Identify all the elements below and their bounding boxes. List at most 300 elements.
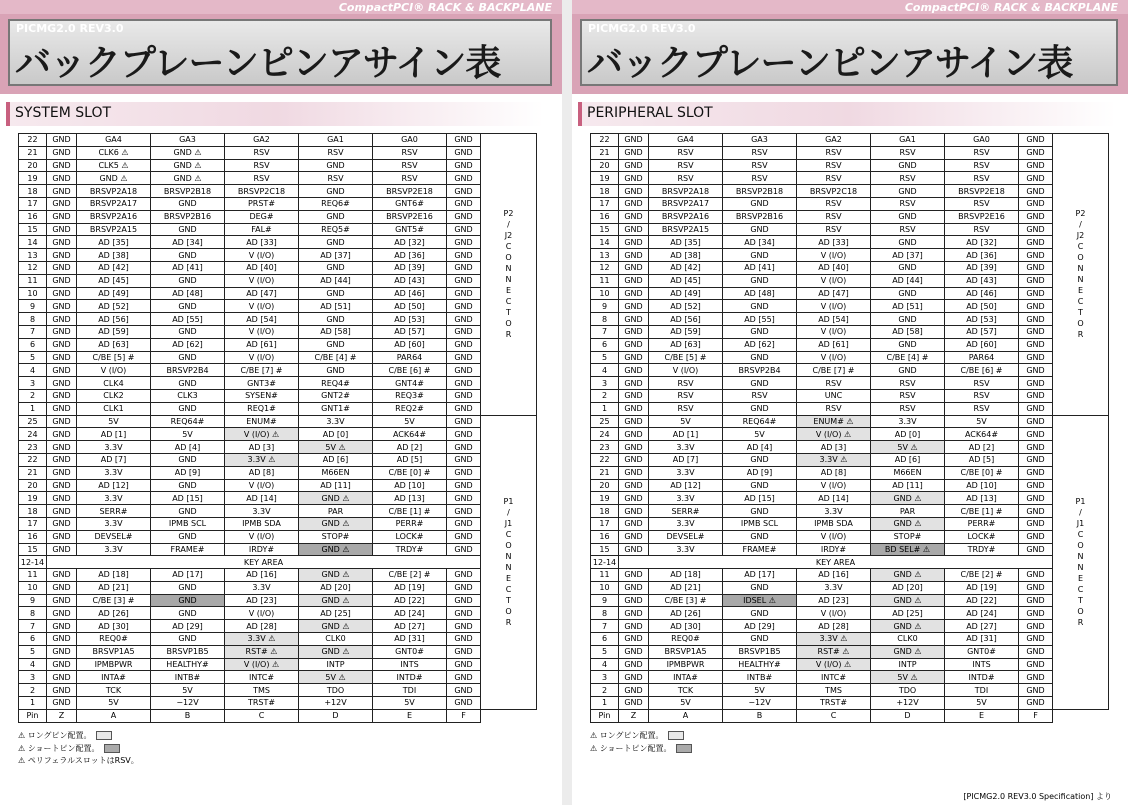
signal-cell-c: V (I/O) [225,607,299,620]
signal-cell-c: IPMB SDA [225,517,299,530]
signal-cell-c: TMS [797,684,871,697]
pin-number-cell: 18 [591,505,619,518]
signal-cell-b: AD [9] [151,466,225,479]
signal-cell-d: AD [11] [299,479,373,492]
signal-cell-z: GND [47,645,77,658]
pin-number-cell: 22 [19,453,47,466]
signal-cell-e: C/BE [1] # [373,505,447,518]
signal-cell-f: GND [447,172,481,185]
pin-number-cell: 5 [591,351,619,364]
signal-cell-b: AD [41] [151,261,225,274]
signal-cell-f: GND [1019,453,1053,466]
pin-number-cell: 6 [19,338,47,351]
pin-number-cell: 4 [591,658,619,671]
signal-cell-c: V (I/O) [225,249,299,262]
signal-cell-c: AD [40] [797,261,871,274]
signal-cell-a: SERR# [649,505,723,518]
signal-cell-e: AD [43] [945,274,1019,287]
signal-cell-f: GND [447,249,481,262]
pin-row [591,197,1109,210]
signal-cell-e: RSV [373,159,447,172]
signal-cell-z: GND [47,543,77,556]
signal-cell-d: AD [58] [299,325,373,338]
signal-cell-a: V (I/O) [77,364,151,377]
signal-cell-a: BRSVP2A16 [649,210,723,223]
signal-cell-d: RSV [871,389,945,402]
signal-cell-b: AD [48] [151,287,225,300]
signal-cell-d: GND [299,338,373,351]
signal-cell-f: GND [447,134,481,147]
legend [18,730,139,768]
signal-cell-z: GND [619,300,649,313]
signal-cell-c: V (I/O) ⚠ [225,658,299,671]
signal-cell-d: GND ⚠ [299,543,373,556]
signal-cell-z: GND [619,428,649,441]
signal-cell-f: GND [447,645,481,658]
signal-cell-f: GND [447,287,481,300]
column-header-d: D [871,709,945,722]
signal-cell-f: GND [447,671,481,684]
signal-cell-z: GND [619,453,649,466]
signal-cell-a: REQ0# [77,633,151,646]
signal-cell-z: GND [619,594,649,607]
signal-cell-f: GND [1019,249,1053,262]
signal-cell-a: AD [45] [649,274,723,287]
signal-cell-b: GND [151,402,225,415]
section-title: SYSTEM SLOT [15,105,112,121]
signal-cell-f: GND [447,300,481,313]
signal-cell-d: GND [299,210,373,223]
signal-cell-z: GND [47,453,77,466]
signal-cell-d: PAR [299,505,373,518]
signal-cell-b: GND [151,325,225,338]
signal-cell-e: AD [19] [945,581,1019,594]
signal-cell-a: AD [12] [649,479,723,492]
pin-row [591,569,1109,582]
pin-row [591,543,1109,556]
pin-row [19,389,537,402]
pin-number-cell: 6 [591,338,619,351]
pin-row [19,415,537,428]
signal-cell-b: IPMB SCL [151,517,225,530]
signal-cell-d: GND ⚠ [871,620,945,633]
signal-cell-b: BRSVP2B16 [723,210,797,223]
signal-cell-f: GND [1019,492,1053,505]
signal-cell-a: C/BE [5] # [77,351,151,364]
signal-cell-z: GND [619,236,649,249]
pin-number-cell: 25 [19,415,47,428]
pin-row [19,658,537,671]
signal-cell-b: RSV [723,159,797,172]
signal-cell-z: GND [47,671,77,684]
pin-row [591,697,1109,710]
signal-cell-d: AD [20] [871,581,945,594]
signal-cell-b: GND ⚠ [151,159,225,172]
signal-cell-b: AD [29] [723,620,797,633]
signal-cell-d: GND [299,236,373,249]
signal-cell-a: AD [45] [77,274,151,287]
signal-cell-b: AD [4] [723,441,797,454]
signal-cell-b: GND [151,453,225,466]
pin-row [591,300,1109,313]
signal-cell-c: RSV [225,146,299,159]
pin-row [19,364,537,377]
signal-cell-c: AD [54] [225,313,299,326]
connector-blank [1053,709,1109,722]
pin-number-cell: 20 [19,159,47,172]
pin-number-cell: 3 [19,377,47,390]
signal-cell-d: +12V [299,697,373,710]
signal-cell-e: TRDY# [373,543,447,556]
pin-number-cell: 13 [591,249,619,262]
pin-row [19,377,537,390]
signal-cell-a: SERR# [77,505,151,518]
signal-cell-z: GND [619,658,649,671]
page-title: バックプレーンピンアサイン表 [15,43,501,84]
column-header-e: E [373,709,447,722]
signal-cell-d: REQ6# [299,197,373,210]
signal-cell-b: RSV [723,146,797,159]
signal-cell-c: RSV [797,172,871,185]
signal-cell-f: GND [1019,517,1053,530]
signal-cell-d: AD [0] [871,428,945,441]
signal-cell-z: GND [47,505,77,518]
page-gutter [562,0,572,805]
signal-cell-f: GND [447,658,481,671]
signal-cell-b: 5V [151,684,225,697]
pin-number-cell: 1 [19,697,47,710]
signal-cell-z: GND [619,146,649,159]
signal-cell-d: AD [58] [871,325,945,338]
signal-cell-z: GND [47,620,77,633]
signal-cell-e: AD [32] [373,236,447,249]
signal-cell-a: AD [52] [649,300,723,313]
pin-number-cell: 22 [591,134,619,147]
pin-row [591,146,1109,159]
signal-cell-c: TRST# [225,697,299,710]
pin-number-cell: 17 [19,517,47,530]
pin-number-cell: 11 [19,274,47,287]
signal-cell-f: GND [447,223,481,236]
signal-cell-a: 3.3V [77,441,151,454]
pin-assignment-table [18,133,537,723]
signal-cell-b: CLK3 [151,389,225,402]
signal-cell-c: AD [16] [225,569,299,582]
signal-cell-c: RSV [797,159,871,172]
signal-cell-f: GND [1019,441,1053,454]
signal-cell-d: GND ⚠ [299,517,373,530]
pin-number-cell: 21 [19,466,47,479]
signal-cell-d: AD [37] [299,249,373,262]
signal-cell-z: GND [619,697,649,710]
signal-cell-b: FRAME# [723,543,797,556]
signal-cell-a: BRSVP1A5 [77,645,151,658]
column-header-pin: Pin [591,709,619,722]
signal-cell-d: 3.3V [299,415,373,428]
signal-cell-b: BRSVP2B16 [151,210,225,223]
key-area-row [19,556,537,569]
pin-number-cell: 7 [19,325,47,338]
long-pin-swatch [668,731,684,740]
signal-cell-d: GND [871,236,945,249]
signal-cell-c: AD [3] [797,441,871,454]
pin-number-cell: 2 [19,684,47,697]
signal-cell-e: AD [19] [373,581,447,594]
signal-cell-f: GND [1019,313,1053,326]
signal-cell-b: IDSEL ⚠ [723,594,797,607]
signal-cell-c: V (I/O) [797,479,871,492]
signal-cell-e: RSV [945,389,1019,402]
signal-cell-f: GND [1019,505,1053,518]
signal-cell-b: AD [9] [723,466,797,479]
pin-number-cell: 12 [591,261,619,274]
pin-number-cell: 9 [591,300,619,313]
signal-cell-c: TRST# [797,697,871,710]
signal-cell-c: AD [16] [797,569,871,582]
pin-number-cell: 10 [19,581,47,594]
signal-cell-d: GA1 [299,134,373,147]
signal-cell-e: AD [24] [945,607,1019,620]
signal-cell-b: GND [723,223,797,236]
signal-cell-b: GND [723,581,797,594]
signal-cell-d: GND ⚠ [871,517,945,530]
signal-cell-b: HEALTHY# [723,658,797,671]
signal-cell-b: AD [55] [151,313,225,326]
signal-cell-z: GND [619,505,649,518]
signal-cell-a: 3.3V [649,517,723,530]
signal-cell-f: GND [447,594,481,607]
pin-row [591,236,1109,249]
signal-cell-a: RSV [649,159,723,172]
signal-cell-z: GND [619,313,649,326]
pin-number-cell: 6 [591,633,619,646]
signal-cell-b: GND [151,594,225,607]
pin-number-cell: 1 [591,697,619,710]
pin-row [591,633,1109,646]
signal-cell-a: AD [1] [77,428,151,441]
signal-cell-d: M66EN [871,466,945,479]
signal-cell-c: V (I/O) [797,607,871,620]
signal-cell-z: GND [619,492,649,505]
signal-cell-d: GA1 [871,134,945,147]
title-box [580,19,1118,86]
legend-peripheral-note: ⚠ ペリフェラルスロットはRSV。 [18,756,139,765]
signal-cell-d: +12V [871,697,945,710]
signal-cell-c: UNC [797,389,871,402]
signal-cell-a: GA4 [649,134,723,147]
signal-cell-f: GND [1019,428,1053,441]
signal-cell-c: GNT3# [225,377,299,390]
pin-number-cell: 1 [19,402,47,415]
signal-cell-c: INTC# [225,671,299,684]
pin-row [19,300,537,313]
signal-cell-f: GND [447,543,481,556]
signal-cell-z: GND [47,402,77,415]
signal-cell-c: 3.3V ⚠ [797,633,871,646]
signal-cell-a: 3.3V [649,492,723,505]
signal-cell-z: GND [47,223,77,236]
signal-cell-c: V (I/O) ⚠ [797,428,871,441]
page-header [0,14,562,94]
signal-cell-z: GND [47,594,77,607]
signal-cell-e: RSV [945,146,1019,159]
pin-number-cell: 23 [19,441,47,454]
signal-cell-f: GND [1019,658,1053,671]
pin-number-cell: 21 [591,146,619,159]
pin-row [591,441,1109,454]
signal-cell-f: GND [447,313,481,326]
pin-row [591,453,1109,466]
signal-cell-f: GND [447,633,481,646]
signal-cell-f: GND [447,210,481,223]
signal-cell-b: GND [151,530,225,543]
signal-cell-b: GND [723,377,797,390]
signal-cell-b: GND [723,197,797,210]
connector-label: P2 / J2 C O N N E C T O R [481,134,537,416]
pin-row [591,505,1109,518]
signal-cell-b: GND [723,402,797,415]
pin-number-cell: 5 [19,351,47,364]
signal-cell-d: AD [6] [299,453,373,466]
signal-cell-a: AD [18] [649,569,723,582]
signal-cell-f: GND [447,581,481,594]
signal-cell-z: GND [619,274,649,287]
pin-row [19,453,537,466]
signal-cell-e: AD [31] [945,633,1019,646]
signal-cell-f: GND [1019,300,1053,313]
signal-cell-a: IPMBPWR [77,658,151,671]
signal-cell-f: GND [447,697,481,710]
signal-cell-d: STOP# [871,530,945,543]
pin-number-cell: 24 [591,428,619,441]
pin-row [19,249,537,262]
pin-number-cell: 21 [19,146,47,159]
signal-cell-d: RSV [299,172,373,185]
signal-cell-c: V (I/O) [797,530,871,543]
signal-cell-c: AD [23] [797,594,871,607]
pin-number-cell: 11 [591,274,619,287]
pin-row [591,466,1109,479]
signal-cell-c: AD [33] [225,236,299,249]
signal-cell-f: GND [1019,159,1053,172]
signal-cell-z: GND [619,479,649,492]
signal-cell-c: GA2 [797,134,871,147]
signal-cell-z: GND [619,197,649,210]
pin-number-cell: 23 [591,441,619,454]
pin-row [591,517,1109,530]
pin-row [591,287,1109,300]
signal-cell-f: GND [1019,210,1053,223]
pin-row [19,569,537,582]
signal-cell-c: IRDY# [797,543,871,556]
signal-cell-a: AD [30] [649,620,723,633]
signal-cell-b: GND ⚠ [151,146,225,159]
signal-cell-z: GND [47,697,77,710]
signal-cell-c: V (I/O) [225,325,299,338]
signal-cell-d: RSV [871,223,945,236]
signal-cell-z: GND [47,274,77,287]
pin-row [19,492,537,505]
signal-cell-f: GND [447,185,481,198]
signal-cell-z: GND [619,338,649,351]
system-slot-page [0,0,562,805]
pin-number-cell: 19 [19,492,47,505]
signal-cell-f: GND [447,377,481,390]
signal-cell-z: GND [47,658,77,671]
signal-cell-z: GND [47,249,77,262]
signal-cell-a: 5V [649,415,723,428]
signal-cell-b: AD [62] [151,338,225,351]
pin-row [591,364,1109,377]
brand-logo: CompactPCI® RACK & BACKPLANE [904,1,1118,14]
signal-cell-e: GA0 [373,134,447,147]
pin-number-cell: 8 [591,313,619,326]
signal-cell-d: PAR [871,505,945,518]
signal-cell-z: GND [619,530,649,543]
signal-cell-c: AD [28] [797,620,871,633]
signal-cell-c: V (I/O) [225,300,299,313]
signal-cell-d: AD [11] [871,479,945,492]
signal-cell-b: GND [151,351,225,364]
signal-cell-c: AD [40] [225,261,299,274]
legend [590,730,692,755]
signal-cell-z: GND [619,364,649,377]
signal-cell-a: AD [52] [77,300,151,313]
column-header-b: B [723,709,797,722]
pin-number-cell: 14 [19,236,47,249]
section-title: PERIPHERAL SLOT [587,105,713,121]
signal-cell-e: 5V [945,697,1019,710]
pin-row [591,338,1109,351]
signal-cell-e: INTS [945,658,1019,671]
signal-cell-c: V (I/O) [797,249,871,262]
pin-row [19,684,537,697]
signal-cell-b: AD [34] [723,236,797,249]
signal-cell-c: 3.3V ⚠ [225,453,299,466]
signal-cell-f: GND [447,364,481,377]
signal-cell-z: GND [47,428,77,441]
pin-row [19,236,537,249]
signal-cell-a: C/BE [5] # [649,351,723,364]
signal-cell-z: GND [619,287,649,300]
signal-cell-f: GND [1019,389,1053,402]
signal-cell-a: RSV [649,389,723,402]
signal-cell-b: GND [723,249,797,262]
signal-cell-d: AD [20] [299,581,373,594]
signal-cell-c: RST# ⚠ [225,645,299,658]
signal-cell-b: AD [34] [151,236,225,249]
long-pin-swatch [96,731,112,740]
signal-cell-f: GND [447,338,481,351]
signal-cell-a: 5V [77,415,151,428]
signal-cell-b: REQ64# [151,415,225,428]
signal-cell-b: GND [723,300,797,313]
signal-cell-e: AD [39] [945,261,1019,274]
signal-cell-z: GND [47,377,77,390]
signal-cell-b: AD [41] [723,261,797,274]
signal-cell-e: ACK64# [373,428,447,441]
pin-number-cell: 16 [19,530,47,543]
signal-cell-c: INTC# [797,671,871,684]
signal-cell-f: GND [1019,223,1053,236]
signal-cell-z: GND [619,185,649,198]
pin-row [19,325,537,338]
signal-cell-d: INTP [871,658,945,671]
pin-row [591,492,1109,505]
signal-cell-d: 5V ⚠ [299,441,373,454]
signal-cell-d: AD [0] [299,428,373,441]
signal-cell-d: 5V ⚠ [871,441,945,454]
